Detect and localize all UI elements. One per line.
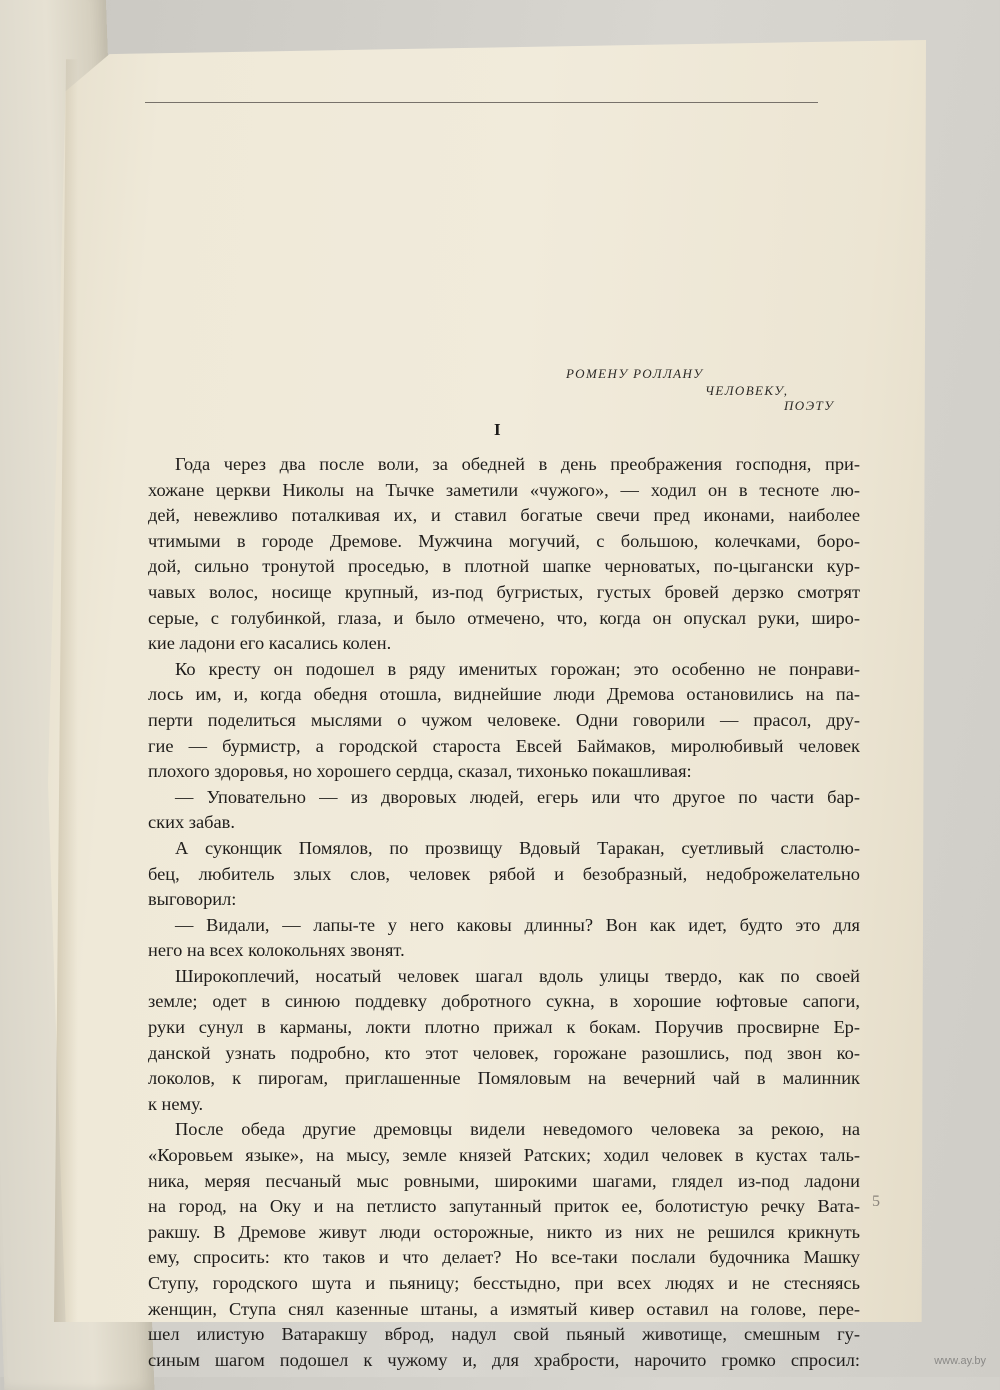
text-line: чтимыми в городе Дремове. Мужчина могучий, с большою, колечками, боро- [148,530,860,551]
text-line: После обеда другие дремовцы видели неведомого человека за рекою, на [175,1119,860,1140]
text-line: него на всех колокольнях звонят. [148,940,405,961]
text-line: чавых волос, носище крупный, из-под бугристых, густых бровей дерзко смотрят [148,581,860,602]
text-line: дей, невежливо поталкивая их, и ставил богатые свечи пред иконами, наиболее [148,505,860,526]
dedication-line-3: ПОЭТУ [784,398,835,413]
text-line: бец, любитель злых слов, человек рябой и безобразный, недоброжелательно [148,863,860,884]
text-line: синым шагом подошел к чужому и, для храбрости, нарочито громко спросил: [148,1349,860,1370]
dedication-line-1: РОМЕНУ РОЛЛАНУ [566,366,704,381]
text-line: «Коровьем языке», на мысу, земле князей Ратских; ходил человек в кустах таль- [148,1145,860,1166]
text-line: кие ладони его касались колен. [148,633,392,654]
watermark: www.ay.by [934,1355,986,1367]
page-number: 5 [872,1193,880,1210]
text-line: гие — бурмистр, а городской староста Евсей Баймаков, миролюбивый человек [148,735,860,756]
text-line: дой, сильно тронутой проседью, в плотной шапке черноватых, по-цыгански кур- [148,556,860,577]
text-line: хожане церкви Николы на Тычке заметили «чужого», — ходил он в тесноте лю- [148,479,860,500]
text-line: — Уповательно — из дворовых людей, егерь или что другое по части бар- [175,786,860,807]
text-line: ему, спросить: кто таков и что делает? Но все-таки послали будочника Машку [148,1247,860,1268]
chapter-number: I [494,420,501,439]
text-line: — Видали, — лапы-те у него каковы длинны? Вон как идет, будто это для [175,914,860,935]
text-line: плохого здоровья, но хорошего сердца, сказал, тихонько покашливая: [148,761,692,782]
text-line: серые, с голубинкой, глаза, и было отмечено, что, когда он опускал руки, широ- [148,607,860,628]
text-line: ских забав. [148,812,235,833]
text-line: выговорил: [148,889,237,910]
text-line: перти поделиться мыслями о чужом человеке. Одни говорили — прасол, дру- [148,709,860,730]
body-text [148,452,860,1373]
text-line: лось им, и, когда обедня отошла, виднейшие люди Дремова остановились на па- [148,684,860,705]
text-line: к нему. [148,1093,204,1114]
text-line: Года через два после воли, за обедней в день преображения господня, при- [175,454,860,474]
text-line: локолов, к пирогам, приглашенные Помяловым на вечерний чай в малинник [148,1068,860,1089]
text-line: на город, на Оку и на петлисто запутанный приток ее, болотистую речку Вата- [148,1196,860,1217]
text-line: руки сунул в карманы, локти плотно прижал к бокам. Поручив просвирне Ер- [148,1017,860,1038]
text-line: женщин, Ступа снял казенные штаны, а измятый кивер оставил на голове, пере- [148,1298,860,1319]
text-line: Широкоплечий, носатый человек шагал вдоль улицы твердо, как по своей [175,965,860,986]
text-line: ника, меряя песчаный мыс ровными, широкими шагами, глядел из-под ладони [148,1170,860,1191]
text-line: земле; одет в синюю поддевку добротного сукна, в хорошие юфтовые сапоги, [148,991,860,1012]
dedication-line-2: ЧЕЛОВЕКУ, [705,383,789,398]
header-rule [145,102,818,103]
text-line: Ко кресту он подошел в ряду именитых горожан; это особенно не понрави- [175,658,860,679]
text-line: А суконщик Помялов, по прозвищу Вдовый Таракан, суетливый сластолю- [175,837,860,858]
text-line: шел илистую Ватаракшу вброд, надул свой пьяный животище, смешным гу- [148,1324,860,1345]
text-line: Ступу, городского шута и пьяницу; бесстыдно, при всех людях и не стесняясь [148,1273,860,1293]
text-line: ракшу. В Дремове живут люди осторожные, никто из них не решился крикнуть [148,1221,860,1242]
text-line: данской узнать подробно, кто этот человек, горожане разошлись, под звон ко- [148,1042,860,1063]
